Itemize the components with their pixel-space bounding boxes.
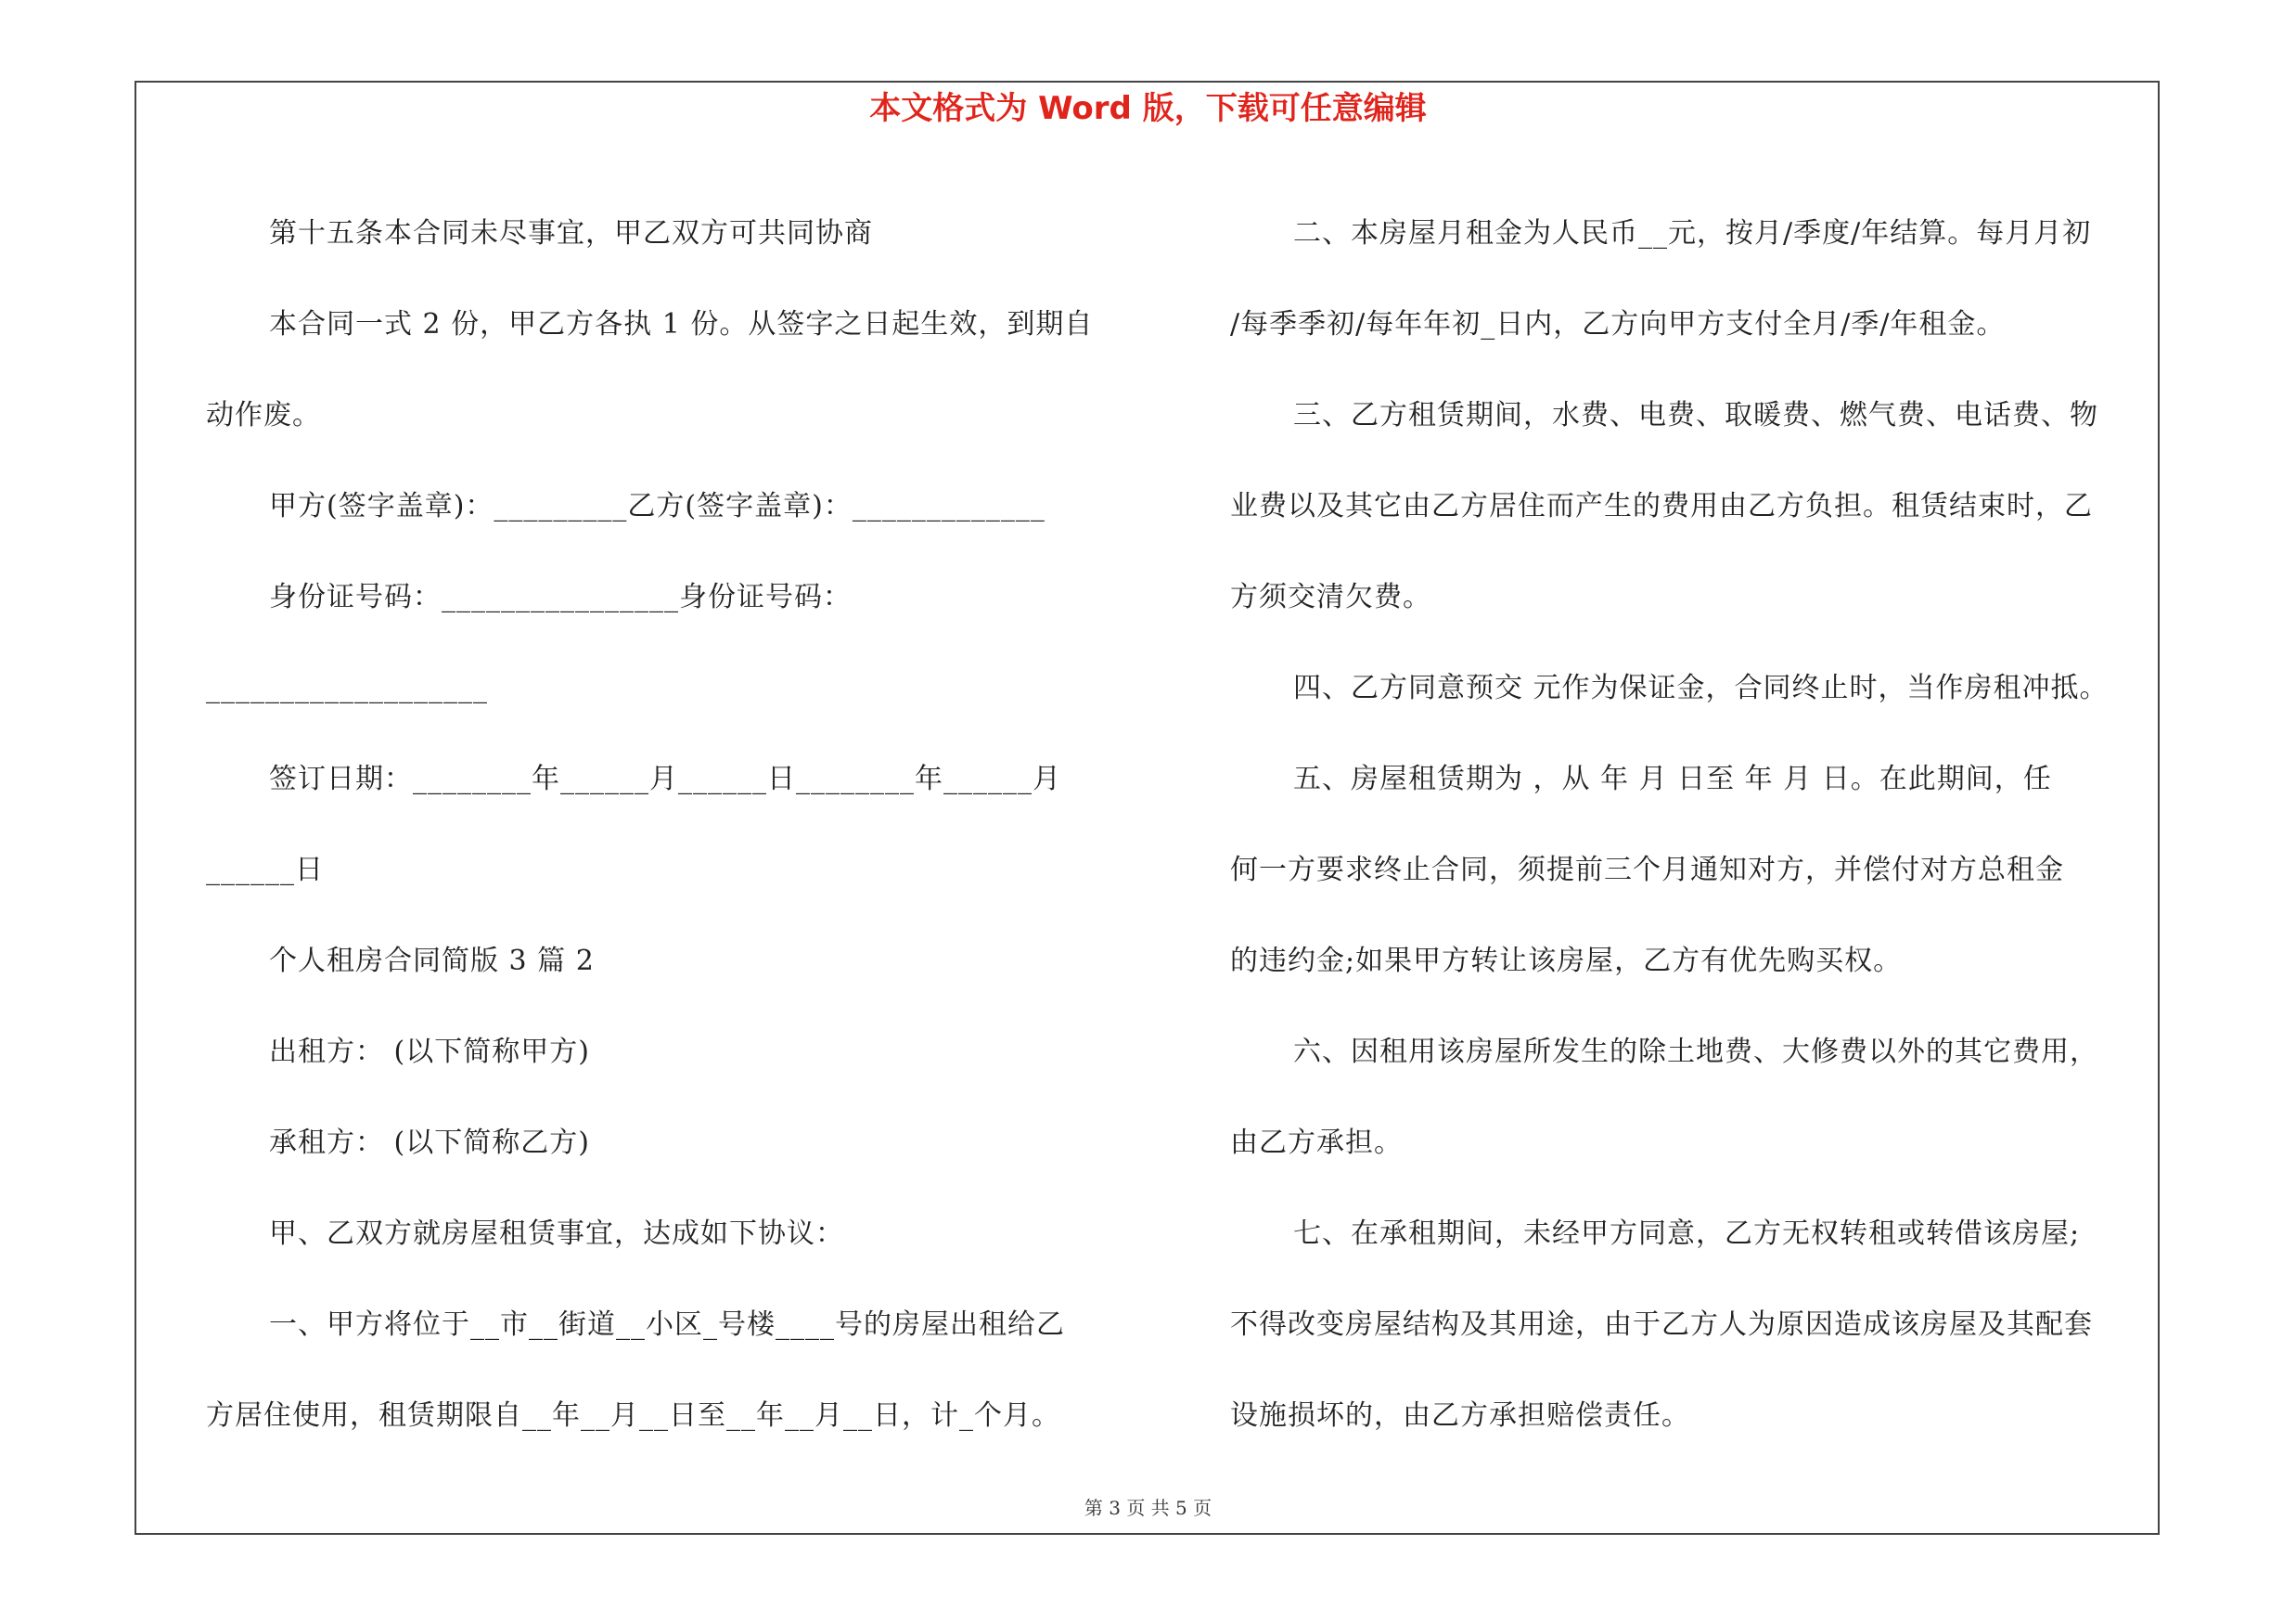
right-text-column (1230, 188, 2165, 1462)
clause-6-cont: 由乙方承担。 (1230, 1127, 1403, 1159)
clause-7-line: 七、在承租期间，未经甲方同意，乙方无权转租或转借该房屋; (1293, 1217, 2081, 1250)
id-number-blank: ___________________ (206, 672, 488, 704)
clause-2-line: 二、本房屋月租金为人民币__元，按月/季度/年结算。每月月初 (1293, 217, 2092, 250)
clause-1-line: 一、甲方将位于__市__街道__小区_号楼____号的房屋出租给乙 (269, 1308, 1065, 1341)
signing-date-line: 签订日期：________年______月______日________年______月 (269, 763, 1061, 795)
editable-notice-banner: 本文格式为 Word 版，下载可任意编辑 (869, 90, 1427, 127)
clause-5-cont: 何一方要求终止合同，须提前三个月通知对方，并偿付对方总租金 (1230, 854, 2064, 886)
clause-4-line: 四、乙方同意预交 元作为保证金，合同终止时，当作房租冲抵。 (1293, 672, 2109, 704)
clause-3-line: 三、乙方租赁期间，水费、电费、取暖费、燃气费、电话费、物 (1293, 399, 2098, 432)
agreement-intro: 甲、乙双方就房屋租赁事宜，达成如下协议： (269, 1217, 844, 1250)
clause-2-cont: /每季季初/每年年初_日内，乙方向甲方支付全月/季/年租金。 (1230, 308, 2006, 341)
id-number-line: 身份证号码：________________身份证号码： (269, 581, 852, 613)
paragraph-line: 第十五条本合同未尽事宜，甲乙双方可共同协商 (269, 217, 873, 250)
section-title: 个人租房合同简版 3 篇 2 (269, 945, 595, 977)
clause-6-line: 六、因租用该房屋所发生的除土地费、大修费以外的其它费用， (1293, 1036, 2098, 1068)
clause-7-cont: 设施损坏的，由乙方承担赔偿责任。 (1230, 1399, 1690, 1432)
lessor-line: 出租方： (以下简称甲方) (269, 1036, 590, 1068)
paragraph-line: 动作废。 (206, 399, 321, 432)
signature-line: 甲方(签字盖章)：_________乙方(签字盖章)：_____________ (269, 490, 1045, 522)
clause-3-cont: 方须交清欠费。 (1230, 581, 1431, 613)
clause-5-line: 五、房屋租赁期为 ，从 年 月 日至 年 月 日。在此期间，任 (1293, 763, 2052, 795)
clause-3-cont: 业费以及其它由乙方居住而产生的费用由乙方负担。租赁结束时，乙 (1230, 490, 2093, 522)
clause-1-cont: 方居住使用，租赁期限自__年__月__日至__年__月__日，计_个月。 (206, 1399, 1060, 1432)
clause-5-cont: 的违约金;如果甲方转让该房屋，乙方有优先购买权。 (1230, 945, 1903, 977)
paragraph-line: 本合同一式 2 份，甲乙方各执 1 份。从签字之日起生效，到期自 (269, 308, 1094, 341)
signing-date-cont: ______日 (206, 854, 324, 886)
lessee-line: 承租方： (以下简称乙方) (269, 1127, 590, 1159)
left-text-column (206, 188, 1134, 1462)
page-number-footer: 第 3 页 共 5 页 (1084, 1497, 1212, 1519)
clause-7-cont: 不得改变房屋结构及其用途，由于乙方人为原因造成该房屋及其配套 (1230, 1308, 2093, 1341)
